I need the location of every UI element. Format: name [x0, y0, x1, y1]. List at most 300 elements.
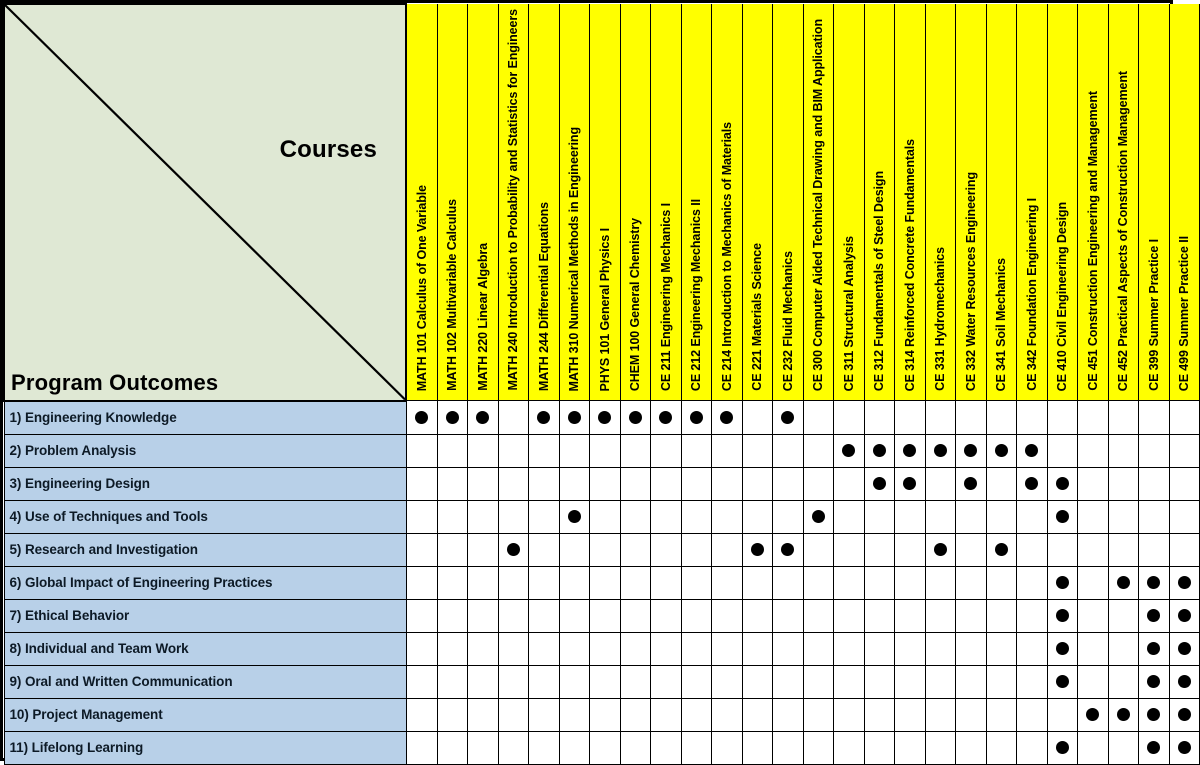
course-header-9[interactable] [651, 4, 682, 401]
matrix-cell-empty[interactable] [651, 731, 682, 764]
matrix-cell-empty[interactable] [620, 434, 651, 467]
matrix-cell-empty[interactable] [956, 599, 987, 632]
course-header-8[interactable] [620, 4, 651, 401]
matrix-cell-empty[interactable] [864, 533, 895, 566]
matrix-cell-empty[interactable] [498, 500, 529, 533]
course-header-11[interactable] [712, 4, 743, 401]
matrix-cell-empty[interactable] [803, 632, 834, 665]
matrix-cell-empty[interactable] [773, 698, 804, 731]
matrix-cell-empty[interactable] [681, 665, 712, 698]
matrix-cell-empty[interactable] [773, 665, 804, 698]
matrix-cell-empty[interactable] [437, 665, 468, 698]
matrix-cell-empty[interactable] [986, 401, 1017, 435]
matrix-cell-empty[interactable] [1078, 632, 1109, 665]
matrix-cell-marked[interactable] [1139, 566, 1170, 599]
matrix-cell-marked[interactable] [956, 434, 987, 467]
matrix-cell-marked[interactable] [468, 401, 499, 435]
matrix-cell-empty[interactable] [1169, 533, 1200, 566]
matrix-cell-empty[interactable] [437, 467, 468, 500]
matrix-cell-empty[interactable] [559, 467, 590, 500]
matrix-cell-empty[interactable] [895, 401, 926, 435]
matrix-cell-empty[interactable] [590, 500, 621, 533]
matrix-cell-empty[interactable] [986, 566, 1017, 599]
matrix-cell-empty[interactable] [681, 599, 712, 632]
matrix-cell-empty[interactable] [437, 698, 468, 731]
matrix-cell-empty[interactable] [1078, 401, 1109, 435]
matrix-cell-empty[interactable] [681, 566, 712, 599]
matrix-cell-empty[interactable] [498, 599, 529, 632]
matrix-cell-empty[interactable] [1108, 467, 1139, 500]
matrix-cell-empty[interactable] [590, 566, 621, 599]
matrix-cell-empty[interactable] [742, 665, 773, 698]
course-header-5[interactable] [529, 4, 560, 401]
matrix-cell-empty[interactable] [437, 599, 468, 632]
matrix-cell-empty[interactable] [559, 434, 590, 467]
matrix-cell-empty[interactable] [681, 434, 712, 467]
matrix-cell-empty[interactable] [559, 566, 590, 599]
matrix-cell-empty[interactable] [651, 665, 682, 698]
matrix-cell-empty[interactable] [864, 599, 895, 632]
matrix-cell-empty[interactable] [712, 698, 743, 731]
matrix-cell-empty[interactable] [620, 665, 651, 698]
matrix-cell-marked[interactable] [1169, 731, 1200, 764]
matrix-cell-marked[interactable] [1169, 566, 1200, 599]
matrix-cell-empty[interactable] [498, 632, 529, 665]
matrix-cell-empty[interactable] [590, 533, 621, 566]
matrix-cell-empty[interactable] [529, 566, 560, 599]
matrix-cell-empty[interactable] [895, 599, 926, 632]
course-header-6[interactable] [559, 4, 590, 401]
matrix-cell-empty[interactable] [956, 731, 987, 764]
matrix-cell-marked[interactable] [925, 533, 956, 566]
matrix-cell-marked[interactable] [986, 533, 1017, 566]
matrix-cell-empty[interactable] [406, 731, 437, 764]
matrix-cell-marked[interactable] [437, 401, 468, 435]
matrix-cell-empty[interactable] [956, 698, 987, 731]
matrix-cell-empty[interactable] [529, 599, 560, 632]
matrix-cell-empty[interactable] [590, 731, 621, 764]
matrix-cell-empty[interactable] [712, 434, 743, 467]
matrix-cell-empty[interactable] [1108, 665, 1139, 698]
matrix-cell-empty[interactable] [559, 632, 590, 665]
matrix-cell-empty[interactable] [742, 566, 773, 599]
matrix-cell-empty[interactable] [864, 401, 895, 435]
matrix-cell-empty[interactable] [1078, 434, 1109, 467]
course-header-19[interactable] [956, 4, 987, 401]
matrix-cell-empty[interactable] [712, 467, 743, 500]
matrix-cell-empty[interactable] [468, 434, 499, 467]
matrix-cell-empty[interactable] [406, 599, 437, 632]
matrix-cell-empty[interactable] [864, 566, 895, 599]
matrix-cell-marked[interactable] [1169, 632, 1200, 665]
matrix-cell-empty[interactable] [1078, 566, 1109, 599]
matrix-cell-empty[interactable] [925, 698, 956, 731]
matrix-cell-empty[interactable] [1139, 434, 1170, 467]
matrix-cell-empty[interactable] [803, 566, 834, 599]
matrix-cell-empty[interactable] [834, 665, 865, 698]
matrix-cell-marked[interactable] [864, 434, 895, 467]
matrix-cell-empty[interactable] [406, 566, 437, 599]
matrix-cell-empty[interactable] [742, 731, 773, 764]
matrix-cell-empty[interactable] [1078, 533, 1109, 566]
matrix-cell-marked[interactable] [1047, 731, 1078, 764]
matrix-cell-empty[interactable] [925, 731, 956, 764]
matrix-cell-empty[interactable] [620, 698, 651, 731]
matrix-cell-empty[interactable] [895, 665, 926, 698]
matrix-cell-marked[interactable] [1047, 632, 1078, 665]
matrix-cell-empty[interactable] [864, 500, 895, 533]
matrix-cell-empty[interactable] [437, 731, 468, 764]
matrix-cell-empty[interactable] [803, 665, 834, 698]
matrix-cell-marked[interactable] [712, 401, 743, 435]
outcome-label-4[interactable]: 4) Use of Techniques and Tools [4, 500, 406, 533]
matrix-cell-empty[interactable] [468, 665, 499, 698]
matrix-cell-empty[interactable] [1169, 467, 1200, 500]
matrix-cell-marked[interactable] [895, 434, 926, 467]
matrix-cell-marked[interactable] [864, 467, 895, 500]
outcome-label-10[interactable]: 10) Project Management [4, 698, 406, 731]
matrix-cell-empty[interactable] [651, 599, 682, 632]
matrix-cell-empty[interactable] [1047, 401, 1078, 435]
matrix-cell-empty[interactable] [620, 599, 651, 632]
matrix-cell-marked[interactable] [803, 500, 834, 533]
matrix-cell-empty[interactable] [712, 731, 743, 764]
matrix-cell-empty[interactable] [498, 698, 529, 731]
matrix-cell-empty[interactable] [498, 566, 529, 599]
matrix-cell-empty[interactable] [468, 731, 499, 764]
matrix-cell-empty[interactable] [620, 731, 651, 764]
outcome-label-2[interactable]: 2) Problem Analysis [4, 434, 406, 467]
outcome-label-7[interactable]: 7) Ethical Behavior [4, 599, 406, 632]
matrix-cell-empty[interactable] [712, 500, 743, 533]
matrix-cell-marked[interactable] [498, 533, 529, 566]
matrix-cell-empty[interactable] [895, 698, 926, 731]
matrix-cell-empty[interactable] [742, 632, 773, 665]
matrix-cell-marked[interactable] [620, 401, 651, 435]
matrix-cell-empty[interactable] [529, 500, 560, 533]
matrix-cell-empty[interactable] [1078, 731, 1109, 764]
matrix-cell-empty[interactable] [773, 467, 804, 500]
matrix-cell-empty[interactable] [1108, 599, 1139, 632]
course-header-15[interactable] [834, 4, 865, 401]
matrix-cell-empty[interactable] [1169, 434, 1200, 467]
matrix-cell-empty[interactable] [986, 698, 1017, 731]
matrix-cell-empty[interactable] [986, 665, 1017, 698]
matrix-cell-empty[interactable] [803, 401, 834, 435]
matrix-cell-empty[interactable] [468, 533, 499, 566]
matrix-cell-empty[interactable] [956, 632, 987, 665]
outcome-label-11[interactable]: 11) Lifelong Learning [4, 731, 406, 764]
matrix-cell-empty[interactable] [651, 566, 682, 599]
matrix-cell-empty[interactable] [651, 632, 682, 665]
outcome-label-3[interactable]: 3) Engineering Design [4, 467, 406, 500]
matrix-cell-empty[interactable] [1139, 467, 1170, 500]
matrix-cell-empty[interactable] [1017, 500, 1048, 533]
matrix-cell-marked[interactable] [834, 434, 865, 467]
matrix-cell-empty[interactable] [1108, 401, 1139, 435]
matrix-cell-empty[interactable] [406, 434, 437, 467]
course-header-25[interactable] [1139, 4, 1170, 401]
matrix-cell-empty[interactable] [986, 632, 1017, 665]
matrix-cell-empty[interactable] [681, 632, 712, 665]
matrix-cell-marked[interactable] [559, 500, 590, 533]
matrix-cell-empty[interactable] [559, 698, 590, 731]
matrix-cell-empty[interactable] [437, 566, 468, 599]
outcome-label-9[interactable]: 9) Oral and Written Communication [4, 665, 406, 698]
matrix-cell-empty[interactable] [406, 467, 437, 500]
course-header-1[interactable] [406, 4, 437, 401]
matrix-cell-empty[interactable] [925, 632, 956, 665]
matrix-cell-empty[interactable] [986, 731, 1017, 764]
matrix-cell-empty[interactable] [559, 599, 590, 632]
matrix-cell-empty[interactable] [1017, 599, 1048, 632]
matrix-cell-empty[interactable] [681, 698, 712, 731]
matrix-cell-empty[interactable] [468, 698, 499, 731]
matrix-cell-empty[interactable] [925, 500, 956, 533]
matrix-cell-empty[interactable] [834, 599, 865, 632]
matrix-cell-empty[interactable] [437, 434, 468, 467]
matrix-cell-empty[interactable] [1169, 500, 1200, 533]
matrix-cell-empty[interactable] [742, 434, 773, 467]
matrix-cell-marked[interactable] [956, 467, 987, 500]
matrix-cell-empty[interactable] [651, 434, 682, 467]
matrix-cell-empty[interactable] [956, 533, 987, 566]
matrix-cell-empty[interactable] [834, 566, 865, 599]
matrix-cell-empty[interactable] [925, 665, 956, 698]
matrix-cell-empty[interactable] [1139, 533, 1170, 566]
matrix-cell-empty[interactable] [559, 665, 590, 698]
matrix-cell-empty[interactable] [712, 632, 743, 665]
matrix-cell-empty[interactable] [834, 500, 865, 533]
matrix-cell-empty[interactable] [712, 665, 743, 698]
matrix-cell-empty[interactable] [437, 533, 468, 566]
matrix-cell-empty[interactable] [864, 632, 895, 665]
matrix-cell-marked[interactable] [1047, 665, 1078, 698]
matrix-cell-empty[interactable] [956, 665, 987, 698]
course-header-4[interactable] [498, 4, 529, 401]
matrix-cell-marked[interactable] [1139, 632, 1170, 665]
matrix-cell-empty[interactable] [1108, 731, 1139, 764]
matrix-cell-empty[interactable] [834, 401, 865, 435]
matrix-cell-empty[interactable] [620, 467, 651, 500]
matrix-cell-empty[interactable] [651, 467, 682, 500]
matrix-cell-empty[interactable] [925, 599, 956, 632]
matrix-cell-empty[interactable] [468, 599, 499, 632]
matrix-cell-empty[interactable] [1047, 434, 1078, 467]
matrix-cell-empty[interactable] [712, 566, 743, 599]
matrix-cell-empty[interactable] [681, 500, 712, 533]
matrix-cell-empty[interactable] [864, 731, 895, 764]
outcome-label-6[interactable]: 6) Global Impact of Engineering Practices [4, 566, 406, 599]
matrix-cell-marked[interactable] [559, 401, 590, 435]
matrix-cell-empty[interactable] [498, 401, 529, 435]
matrix-cell-empty[interactable] [590, 434, 621, 467]
outcome-label-8[interactable]: 8) Individual and Team Work [4, 632, 406, 665]
matrix-cell-empty[interactable] [651, 500, 682, 533]
matrix-cell-marked[interactable] [1169, 599, 1200, 632]
matrix-cell-empty[interactable] [1078, 467, 1109, 500]
matrix-cell-empty[interactable] [925, 401, 956, 435]
course-header-16[interactable] [864, 4, 895, 401]
matrix-cell-empty[interactable] [742, 698, 773, 731]
matrix-cell-marked[interactable] [529, 401, 560, 435]
matrix-cell-empty[interactable] [1139, 500, 1170, 533]
matrix-cell-marked[interactable] [1139, 698, 1170, 731]
matrix-cell-empty[interactable] [803, 599, 834, 632]
matrix-cell-empty[interactable] [712, 599, 743, 632]
matrix-cell-marked[interactable] [590, 401, 621, 435]
matrix-cell-marked[interactable] [406, 401, 437, 435]
matrix-cell-empty[interactable] [529, 434, 560, 467]
matrix-cell-empty[interactable] [498, 467, 529, 500]
matrix-cell-empty[interactable] [1078, 599, 1109, 632]
matrix-cell-empty[interactable] [468, 632, 499, 665]
matrix-cell-empty[interactable] [590, 665, 621, 698]
matrix-cell-empty[interactable] [742, 500, 773, 533]
matrix-cell-empty[interactable] [773, 500, 804, 533]
matrix-cell-empty[interactable] [468, 500, 499, 533]
matrix-cell-marked[interactable] [1047, 566, 1078, 599]
matrix-cell-empty[interactable] [1047, 698, 1078, 731]
matrix-cell-empty[interactable] [834, 731, 865, 764]
matrix-cell-empty[interactable] [529, 533, 560, 566]
matrix-cell-empty[interactable] [803, 731, 834, 764]
matrix-cell-empty[interactable] [406, 698, 437, 731]
matrix-cell-empty[interactable] [590, 632, 621, 665]
course-header-12[interactable] [742, 4, 773, 401]
matrix-cell-empty[interactable] [925, 467, 956, 500]
matrix-cell-marked[interactable] [1139, 599, 1170, 632]
outcome-label-5[interactable]: 5) Research and Investigation [4, 533, 406, 566]
matrix-cell-marked[interactable] [651, 401, 682, 435]
course-header-23[interactable] [1078, 4, 1109, 401]
matrix-cell-empty[interactable] [529, 665, 560, 698]
matrix-cell-empty[interactable] [590, 467, 621, 500]
matrix-cell-empty[interactable] [1017, 632, 1048, 665]
matrix-cell-empty[interactable] [620, 500, 651, 533]
matrix-cell-empty[interactable] [498, 665, 529, 698]
matrix-cell-empty[interactable] [712, 533, 743, 566]
matrix-cell-empty[interactable] [468, 566, 499, 599]
matrix-cell-marked[interactable] [895, 467, 926, 500]
matrix-cell-empty[interactable] [681, 533, 712, 566]
matrix-cell-empty[interactable] [773, 566, 804, 599]
matrix-cell-empty[interactable] [529, 632, 560, 665]
matrix-cell-empty[interactable] [1139, 401, 1170, 435]
matrix-cell-empty[interactable] [468, 467, 499, 500]
matrix-cell-empty[interactable] [956, 566, 987, 599]
matrix-cell-empty[interactable] [1169, 401, 1200, 435]
matrix-cell-empty[interactable] [437, 632, 468, 665]
matrix-cell-empty[interactable] [529, 467, 560, 500]
matrix-cell-empty[interactable] [406, 500, 437, 533]
matrix-cell-empty[interactable] [559, 533, 590, 566]
matrix-cell-empty[interactable] [895, 533, 926, 566]
matrix-cell-empty[interactable] [742, 401, 773, 435]
course-header-26[interactable] [1169, 4, 1200, 401]
matrix-cell-empty[interactable] [1047, 533, 1078, 566]
matrix-cell-empty[interactable] [773, 434, 804, 467]
matrix-cell-empty[interactable] [834, 698, 865, 731]
matrix-cell-marked[interactable] [1169, 665, 1200, 698]
matrix-cell-empty[interactable] [986, 500, 1017, 533]
matrix-cell-empty[interactable] [1017, 533, 1048, 566]
matrix-cell-empty[interactable] [1017, 566, 1048, 599]
matrix-cell-marked[interactable] [1108, 566, 1139, 599]
matrix-cell-empty[interactable] [681, 731, 712, 764]
matrix-cell-empty[interactable] [620, 533, 651, 566]
matrix-cell-empty[interactable] [773, 731, 804, 764]
matrix-cell-empty[interactable] [925, 566, 956, 599]
matrix-cell-empty[interactable] [1078, 665, 1109, 698]
matrix-cell-marked[interactable] [1139, 665, 1170, 698]
matrix-cell-marked[interactable] [773, 533, 804, 566]
course-header-24[interactable] [1108, 4, 1139, 401]
matrix-cell-empty[interactable] [803, 533, 834, 566]
matrix-cell-empty[interactable] [895, 500, 926, 533]
matrix-cell-empty[interactable] [498, 731, 529, 764]
matrix-cell-empty[interactable] [529, 731, 560, 764]
matrix-cell-marked[interactable] [1078, 698, 1109, 731]
matrix-cell-empty[interactable] [651, 533, 682, 566]
matrix-cell-empty[interactable] [559, 731, 590, 764]
course-header-21[interactable] [1017, 4, 1048, 401]
matrix-cell-marked[interactable] [1017, 467, 1048, 500]
matrix-cell-empty[interactable] [529, 698, 560, 731]
matrix-cell-empty[interactable] [651, 698, 682, 731]
course-header-17[interactable] [895, 4, 926, 401]
matrix-cell-empty[interactable] [1108, 632, 1139, 665]
matrix-cell-empty[interactable] [406, 533, 437, 566]
matrix-cell-empty[interactable] [773, 599, 804, 632]
matrix-cell-marked[interactable] [681, 401, 712, 435]
matrix-cell-empty[interactable] [742, 467, 773, 500]
matrix-cell-empty[interactable] [895, 731, 926, 764]
course-header-18[interactable] [925, 4, 956, 401]
matrix-cell-marked[interactable] [1047, 500, 1078, 533]
matrix-cell-empty[interactable] [986, 599, 1017, 632]
course-header-10[interactable] [681, 4, 712, 401]
course-header-2[interactable] [437, 4, 468, 401]
outcome-label-1[interactable]: 1) Engineering Knowledge [4, 401, 406, 435]
matrix-cell-marked[interactable] [742, 533, 773, 566]
matrix-cell-empty[interactable] [620, 632, 651, 665]
matrix-cell-empty[interactable] [895, 632, 926, 665]
matrix-cell-marked[interactable] [1169, 698, 1200, 731]
matrix-cell-empty[interactable] [834, 533, 865, 566]
matrix-cell-empty[interactable] [406, 632, 437, 665]
matrix-cell-empty[interactable] [590, 698, 621, 731]
matrix-cell-empty[interactable] [1108, 434, 1139, 467]
matrix-cell-empty[interactable] [681, 467, 712, 500]
course-header-20[interactable] [986, 4, 1017, 401]
course-header-22[interactable] [1047, 4, 1078, 401]
matrix-cell-empty[interactable] [803, 467, 834, 500]
course-header-14[interactable] [803, 4, 834, 401]
matrix-cell-marked[interactable] [1139, 731, 1170, 764]
matrix-cell-empty[interactable] [834, 467, 865, 500]
matrix-cell-empty[interactable] [620, 566, 651, 599]
matrix-cell-empty[interactable] [803, 698, 834, 731]
matrix-cell-empty[interactable] [406, 665, 437, 698]
course-header-7[interactable] [590, 4, 621, 401]
matrix-cell-empty[interactable] [1108, 500, 1139, 533]
matrix-cell-marked[interactable] [986, 434, 1017, 467]
matrix-cell-empty[interactable] [773, 632, 804, 665]
matrix-cell-empty[interactable] [498, 434, 529, 467]
matrix-cell-empty[interactable] [590, 599, 621, 632]
matrix-cell-empty[interactable] [956, 401, 987, 435]
